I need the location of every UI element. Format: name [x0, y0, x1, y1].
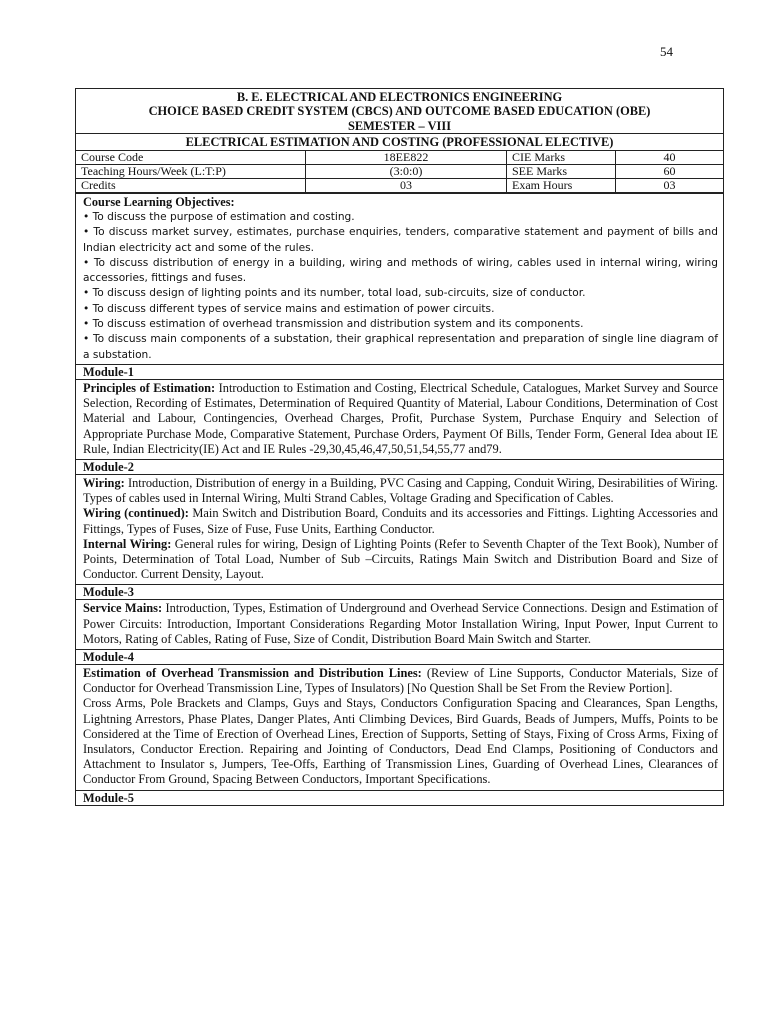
info-label: Credits [76, 178, 306, 192]
learning-objectives [76, 193, 723, 364]
topic-heading: Wiring (continued): [83, 506, 189, 521]
module-paragraph [83, 537, 718, 583]
objective-item: • To discuss design of lighting points and its number, total load, sub-circuits, size of conductor. [83, 287, 586, 300]
module-paragraph [83, 381, 718, 457]
module-paragraph [83, 601, 718, 647]
topic-text: Main Switch and Distribution Board, Conduits and its accessories and Fittings. Lighting Accessories and Fittings, Types of Fuses, Size of Fuse, Fuse Units, Earthing Conductor. [83, 506, 718, 536]
info-label: Teaching Hours/Week (L:T:P) [76, 164, 306, 178]
topic-text: Introduction to Estimation and Costing, Electrical Schedule, Catalogues, Market Survey and Source Selection, Recording of Estimates, Determination of Required Quantity of Material, Labour Conditions, Determination of Cost Material and Labour, Contingencies, Overhead Charges, Profit, Purchase System, Purchase Enquiry and Selection of Appropriate Purchase Mode, Comparative Statement, Purchase Orders, Payment Of Bills, Tender Form, General Idea about IE Rule, Indian Electricity(IE) Act and IE Rules -29,30,45,46,47,50,51,54,55,77 and79. [83, 380, 718, 456]
module-title: Module-1 [76, 364, 723, 380]
module-paragraph [83, 506, 718, 536]
module-title: Module-4 [76, 649, 723, 665]
topic-text: (Review of Line Supports, Conductor Materials, Size of Conductor for Overhead Transmission Line, Types of Insulators) [No Question Shall be Set From the Review Portion]. [83, 665, 718, 696]
topic-text: Cross Arms, Pole Brackets and Clamps, Guys and Stays, Conductors Configuration Spacing and Clearances, Span Lengths, Lightning Arrestors, Phase Plates, Danger Plates, Anti Climbing Devices, Bird Guards, Beads of Jumpers, Muffs, Points to be Considered at the Time of Erection of Overhead Lines, Erection of Supports, Setting of Stays, Fixing of Cross Arms, Fixing of Insulators, Conductor Erection. Repairing and Jointing of Conductors, Dead End Clamps, Positioning of Conductors and Attachment to Insulator s, Jumpers, Tee-Offs, Earthing of Transmission Lines, Guarding of Overhead Lines, Clearances of Conductor From Ground, Spacing Between Conductors, Important Specifications. [83, 696, 718, 787]
info-row [76, 164, 723, 178]
topic-heading: Wiring: [83, 475, 125, 490]
info-label: Course Code [76, 151, 306, 165]
topic-heading: Estimation of Overhead Transmission and Distribution Lines: [83, 665, 422, 680]
module-paragraph [83, 696, 718, 787]
objective-item: • To discuss estimation of overhead transmission and distribution system and its components. [83, 318, 584, 330]
module-paragraph [83, 476, 718, 506]
objectives-list [83, 210, 718, 363]
objective-item: • To discuss the purpose of estimation and costing. [83, 210, 355, 223]
info-value: 03 [616, 178, 724, 192]
topic-text: Introduction, Types, Estimation of Underground and Overhead Service Connections. Design and Estimation of Power Circuits: Introduction, Important Considerations Regarding Motor Installation Wiring, Input Power, Input Current to Motors, Rating of Cables, Rating of Fuse, Size of Condit, Distribution Board Main Switch and Starter. [83, 601, 719, 646]
topic-text: Introduction, Distribution of energy in a Building, PVC Casing and Capping, Conduit Wiring, Desirabilities of Wiring. Types of cables used in Internal Wiring, Multi Strand Cables, Voltage Grading and Specification of Cables. [83, 475, 718, 506]
module-title: Module-3 [76, 584, 723, 600]
info-label: CIE Marks [507, 151, 616, 165]
modules-section [76, 364, 723, 805]
topic-heading: Principles of Estimation: [83, 380, 216, 395]
info-value: 18EE822 [306, 151, 507, 165]
info-value: 60 [616, 164, 724, 178]
program-title: B. E. ELECTRICAL AND ELECTRONICS ENGINEERING [236, 90, 563, 104]
info-row [76, 151, 723, 165]
course-info-table [76, 151, 723, 193]
module-body [76, 665, 723, 790]
module-paragraph [83, 666, 718, 696]
objective-item: • To discuss main components of a substation, their graphical representation and preparation of single line diagram of a substation. [83, 333, 718, 361]
course-title: ELECTRICAL ESTIMATION AND COSTING (PROFESSIONAL ELECTIVE) [76, 134, 723, 150]
topic-heading: Internal Wiring: [83, 536, 172, 551]
module-body [76, 600, 723, 649]
objectives-heading: Course Learning Objectives: [83, 194, 235, 209]
info-value: (3:0:0) [306, 164, 507, 178]
page-number: 54 [660, 44, 673, 59]
info-value: 03 [306, 178, 507, 192]
info-row [76, 178, 723, 192]
objective-item: • To discuss different types of service mains and estimation of power circuits. [83, 302, 495, 315]
scheme-title: CHOICE BASED CREDIT SYSTEM (CBCS) AND OUTCOME BASED EDUCATION (OBE) [148, 104, 651, 119]
info-label: Exam Hours [507, 178, 616, 192]
info-value: 40 [616, 151, 724, 165]
semester-title: SEMESTER – VIII [347, 118, 452, 133]
info-label: SEE Marks [507, 164, 616, 178]
module-title: Module-2 [76, 459, 723, 475]
module-body [76, 380, 723, 459]
syllabus-sheet [75, 88, 724, 806]
objective-item: • To discuss distribution of energy in a building, wiring and methods of wiring, cables used in internal wiring, wiring accessories, fittings and fuses. [83, 256, 718, 285]
objective-item: • To discuss market survey, estimates, purchase enquiries, tenders, comparative statement and payment of bills and Indian electricity act and some of the rules. [83, 226, 718, 254]
syllabus-header [76, 89, 723, 134]
module-body [76, 475, 723, 584]
module-title: Module-5 [76, 790, 723, 805]
topic-heading: Service Mains: [83, 601, 163, 616]
topic-text: General rules for wiring, Design of Lighting Points (Refer to Seventh Chapter of the Text Book), Number of Points, Determination of Total Load, Number of Sub –Circuits, Ratings Main Switch and Distribution Board and Size of Conductor. Current Density, Layout. [83, 536, 718, 582]
